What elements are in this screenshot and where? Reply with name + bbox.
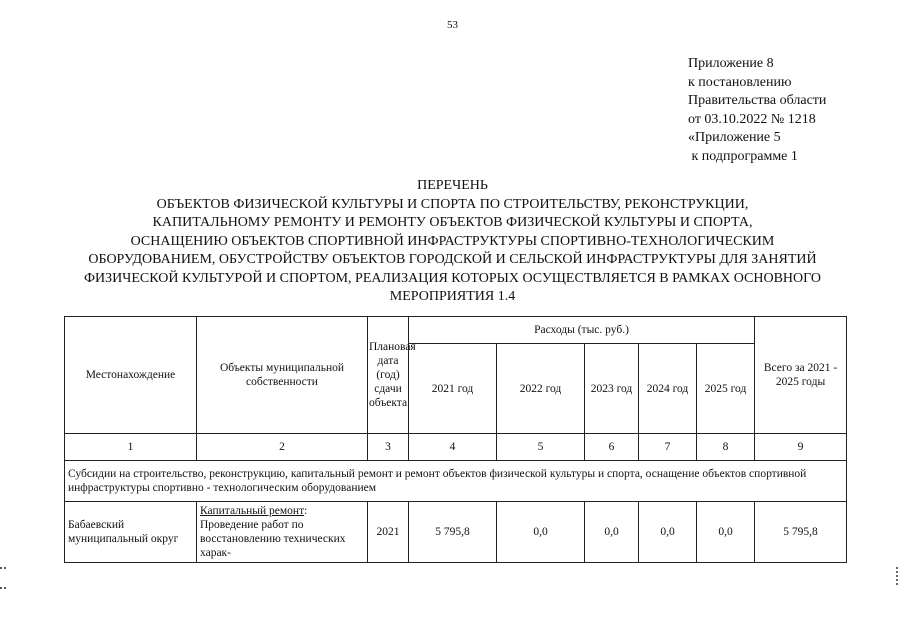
header-location: Местонахождение xyxy=(65,317,197,434)
header-objects: Объекты муниципальной собственности xyxy=(197,317,368,434)
table-row xyxy=(65,502,847,563)
scan-edge-mark xyxy=(0,567,6,589)
title-line: ОБОРУДОВАНИЕМ, ОБУСТРОЙСТВУ ОБЪЕКТОВ ГОРОДСКОЙ И СЕЛЬСКОЙ ИНФРАСТРУКТУРЫ ДЛЯ ЗАНЯТИЙ xyxy=(88,252,817,267)
subsidy-row xyxy=(65,461,847,502)
objects-table xyxy=(64,316,847,563)
title-line: ПЕРЕЧЕНЬ xyxy=(417,178,488,193)
appendix-line: «Приложение 5 xyxy=(688,130,781,145)
header-year-2024: 2024 год xyxy=(639,344,697,434)
header-year-2023: 2023 год xyxy=(585,344,639,434)
appendix-line: от 03.10.2022 № 1218 xyxy=(688,111,816,127)
title-line: МЕРОПРИЯТИЯ 1.4 xyxy=(389,289,516,304)
column-number: 9 xyxy=(755,434,847,461)
cell-object: Капитальный ремонт: Проведение работ по восстановлению технических харак- xyxy=(197,502,368,563)
header-year-2021: 2021 год xyxy=(409,344,497,434)
title-line: ОБЪЕКТОВ ФИЗИЧЕСКОЙ КУЛЬТУРЫ И СПОРТА ПО СТРОИТЕЛЬСТВУ, РЕКОНСТРУКЦИИ, xyxy=(156,196,749,212)
appendix-block xyxy=(688,55,826,166)
header-planned-date: Плановая дата (год) сдачи объекта xyxy=(368,317,409,434)
appendix-line: Приложение 8 xyxy=(688,56,774,71)
column-number: 6 xyxy=(585,434,639,461)
header-expenses: Расходы (тыс. руб.) xyxy=(409,317,755,344)
scan-edge-mark xyxy=(896,567,902,585)
object-heading: Капитальный ремонт xyxy=(200,505,305,517)
page-number: 53 xyxy=(447,19,458,31)
column-number: 1 xyxy=(65,434,197,461)
column-number: 7 xyxy=(639,434,697,461)
header-total: Всего за 2021 - 2025 годы xyxy=(755,317,847,434)
title-line: ФИЗИЧЕСКОЙ КУЛЬТУРОЙ И СПОРТОМ, РЕАЛИЗАЦИЯ КОТОРЫХ ОСУЩЕСТВЛЯЕТСЯ В РАМКАХ ОСНОВНОГО xyxy=(83,270,821,286)
cell-2024: 0,0 xyxy=(639,502,697,563)
cell-2025: 0,0 xyxy=(697,502,755,563)
object-text: Проведение работ по восстановлению технических харак- xyxy=(200,519,346,559)
header-year-2022: 2022 год xyxy=(497,344,585,434)
column-number: 5 xyxy=(497,434,585,461)
cell-total: 5 795,8 xyxy=(755,502,847,563)
column-number: 8 xyxy=(697,434,755,461)
column-number: 3 xyxy=(368,434,409,461)
document-title xyxy=(40,177,865,307)
title-line: ОСНАЩЕНИЮ ОБЪЕКТОВ СПОРТИВНОЙ ИНФРАСТРУКТУРЫ СПОРТИВНО-ТЕХНОЛОГИЧЕСКИМ xyxy=(130,233,775,249)
appendix-line: к постановлению xyxy=(688,74,792,90)
column-number: 2 xyxy=(197,434,368,461)
title-line: КАПИТАЛЬНОМУ РЕМОНТУ И РЕМОНТУ ОБЪЕКТОВ ФИЗИЧЕСКОЙ КУЛЬТУРЫ И СПОРТА, xyxy=(152,215,753,230)
column-number: 4 xyxy=(409,434,497,461)
cell-2021: 5 795,8 xyxy=(409,502,497,563)
column-number-row xyxy=(65,434,847,461)
cell-location: Бабаевский муниципальный округ xyxy=(65,502,197,563)
header-year-2025: 2025 год xyxy=(697,344,755,434)
appendix-line: Правительства области xyxy=(688,93,827,108)
cell-2022: 0,0 xyxy=(497,502,585,563)
appendix-line: к подпрограмме 1 xyxy=(688,148,798,164)
cell-2023: 0,0 xyxy=(585,502,639,563)
subsidy-text: Субсидии на строительство, реконструкцию, капитальный ремонт и ремонт объектов физической культуры и спорта, оснащение объектов спортивной инфраструктуры спортивно - технологическим оборудованием xyxy=(65,461,847,502)
cell-date: 2021 xyxy=(368,502,409,563)
